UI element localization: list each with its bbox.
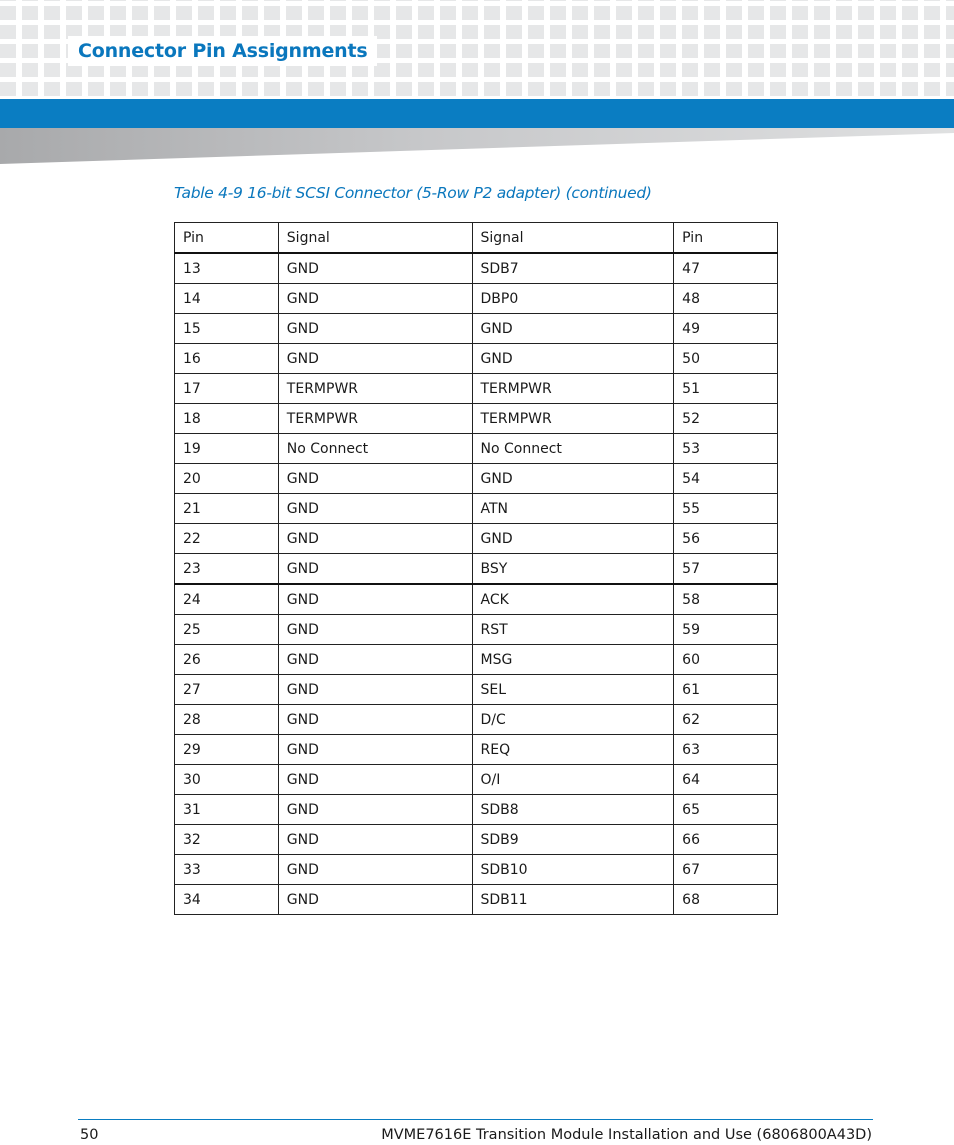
cell-signal: SEL [472, 675, 674, 705]
cell-pin: 21 [175, 494, 279, 524]
cell-signal: TERMPWR [472, 374, 674, 404]
table-row [175, 885, 778, 915]
cell-pin: 34 [175, 885, 279, 915]
column-header-signal: Signal [472, 223, 674, 254]
cell-signal: TERMPWR [278, 404, 472, 434]
cell-pin: 56 [674, 524, 778, 554]
cell-signal: GND [278, 314, 472, 344]
cell-pin: 55 [674, 494, 778, 524]
cell-signal: GND [278, 494, 472, 524]
table-row [175, 675, 778, 705]
table-row [175, 344, 778, 374]
cell-signal: DBP0 [472, 284, 674, 314]
cell-pin: 57 [674, 554, 778, 585]
footer-rule [78, 1119, 873, 1120]
cell-pin: 23 [175, 554, 279, 585]
table-header-row [175, 223, 778, 254]
cell-signal: GND [472, 464, 674, 494]
column-header-pin: Pin [674, 223, 778, 254]
document-title: MVME7616E Transition Module Installation and Use (6806800A43D) [381, 1127, 872, 1143]
cell-pin: 20 [175, 464, 279, 494]
cell-signal: SDB7 [472, 253, 674, 284]
cell-signal: REQ [472, 735, 674, 765]
cell-signal: GND [278, 464, 472, 494]
cell-pin: 25 [175, 615, 279, 645]
cell-pin: 68 [674, 885, 778, 915]
cell-pin: 15 [175, 314, 279, 344]
cell-signal: GND [278, 675, 472, 705]
cell-pin: 19 [175, 434, 279, 464]
cell-signal: GND [278, 253, 472, 284]
cell-pin: 27 [175, 675, 279, 705]
table-row [175, 314, 778, 344]
cell-signal: GND [278, 554, 472, 585]
pin-assignment-table [174, 222, 778, 915]
table-row [175, 284, 778, 314]
cell-pin: 24 [175, 584, 279, 615]
cell-pin: 17 [175, 374, 279, 404]
column-header-signal: Signal [278, 223, 472, 254]
table-row [175, 705, 778, 735]
cell-pin: 54 [674, 464, 778, 494]
cell-pin: 51 [674, 374, 778, 404]
cell-signal: GND [278, 645, 472, 675]
table-row [175, 404, 778, 434]
cell-signal: GND [278, 284, 472, 314]
cell-pin: 48 [674, 284, 778, 314]
cell-signal: GND [278, 615, 472, 645]
cell-pin: 47 [674, 253, 778, 284]
table-row [175, 825, 778, 855]
cell-signal: RST [472, 615, 674, 645]
cell-pin: 64 [674, 765, 778, 795]
cell-signal: SDB10 [472, 855, 674, 885]
table-row [175, 434, 778, 464]
table-row [175, 464, 778, 494]
cell-pin: 50 [674, 344, 778, 374]
table-row [175, 374, 778, 404]
cell-signal: D/C [472, 705, 674, 735]
cell-signal: GND [472, 314, 674, 344]
cell-signal: GND [278, 344, 472, 374]
cell-signal: GND [472, 524, 674, 554]
cell-signal: BSY [472, 554, 674, 585]
cell-signal: GND [278, 885, 472, 915]
cell-signal: TERMPWR [278, 374, 472, 404]
cell-pin: 62 [674, 705, 778, 735]
page-title: Connector Pin Assignments [68, 36, 377, 66]
cell-signal: GND [278, 524, 472, 554]
cell-pin: 66 [674, 825, 778, 855]
cell-pin: 13 [175, 253, 279, 284]
cell-pin: 65 [674, 795, 778, 825]
cell-pin: 33 [175, 855, 279, 885]
cell-pin: 52 [674, 404, 778, 434]
table-row [175, 524, 778, 554]
table-caption: Table 4-9 16-bit SCSI Connector (5-Row P2 adapter) (continued) [174, 184, 652, 202]
cell-signal: No Connect [472, 434, 674, 464]
cell-pin: 63 [674, 735, 778, 765]
cell-signal: O/I [472, 765, 674, 795]
table-row [175, 554, 778, 585]
cell-signal: TERMPWR [472, 404, 674, 434]
cell-signal: SDB11 [472, 885, 674, 915]
cell-pin: 22 [175, 524, 279, 554]
cell-pin: 59 [674, 615, 778, 645]
cell-signal: GND [278, 705, 472, 735]
page-number: 50 [80, 1127, 99, 1143]
table-row [175, 645, 778, 675]
table-row [175, 765, 778, 795]
cell-pin: 26 [175, 645, 279, 675]
cell-pin: 28 [175, 705, 279, 735]
cell-signal: GND [278, 825, 472, 855]
header-blue-band [0, 99, 954, 128]
cell-pin: 49 [674, 314, 778, 344]
cell-signal: GND [278, 795, 472, 825]
cell-signal: GND [278, 735, 472, 765]
cell-signal: No Connect [278, 434, 472, 464]
cell-pin: 14 [175, 284, 279, 314]
cell-signal: GND [278, 584, 472, 615]
cell-pin: 67 [674, 855, 778, 885]
cell-pin: 53 [674, 434, 778, 464]
table-row [175, 615, 778, 645]
table-row [175, 584, 778, 615]
cell-signal: ATN [472, 494, 674, 524]
table-row [175, 494, 778, 524]
table-row [175, 735, 778, 765]
cell-pin: 16 [175, 344, 279, 374]
cell-pin: 58 [674, 584, 778, 615]
cell-signal: SDB9 [472, 825, 674, 855]
cell-signal: GND [472, 344, 674, 374]
cell-signal: SDB8 [472, 795, 674, 825]
cell-pin: 31 [175, 795, 279, 825]
cell-pin: 61 [674, 675, 778, 705]
cell-signal: MSG [472, 645, 674, 675]
cell-pin: 18 [175, 404, 279, 434]
cell-signal: ACK [472, 584, 674, 615]
table-row [175, 795, 778, 825]
table-row [175, 253, 778, 284]
table-row [175, 855, 778, 885]
column-header-pin: Pin [175, 223, 279, 254]
cell-signal: GND [278, 855, 472, 885]
cell-pin: 60 [674, 645, 778, 675]
cell-pin: 29 [175, 735, 279, 765]
cell-signal: GND [278, 765, 472, 795]
header-gray-swoosh [0, 128, 954, 164]
cell-pin: 30 [175, 765, 279, 795]
cell-pin: 32 [175, 825, 279, 855]
